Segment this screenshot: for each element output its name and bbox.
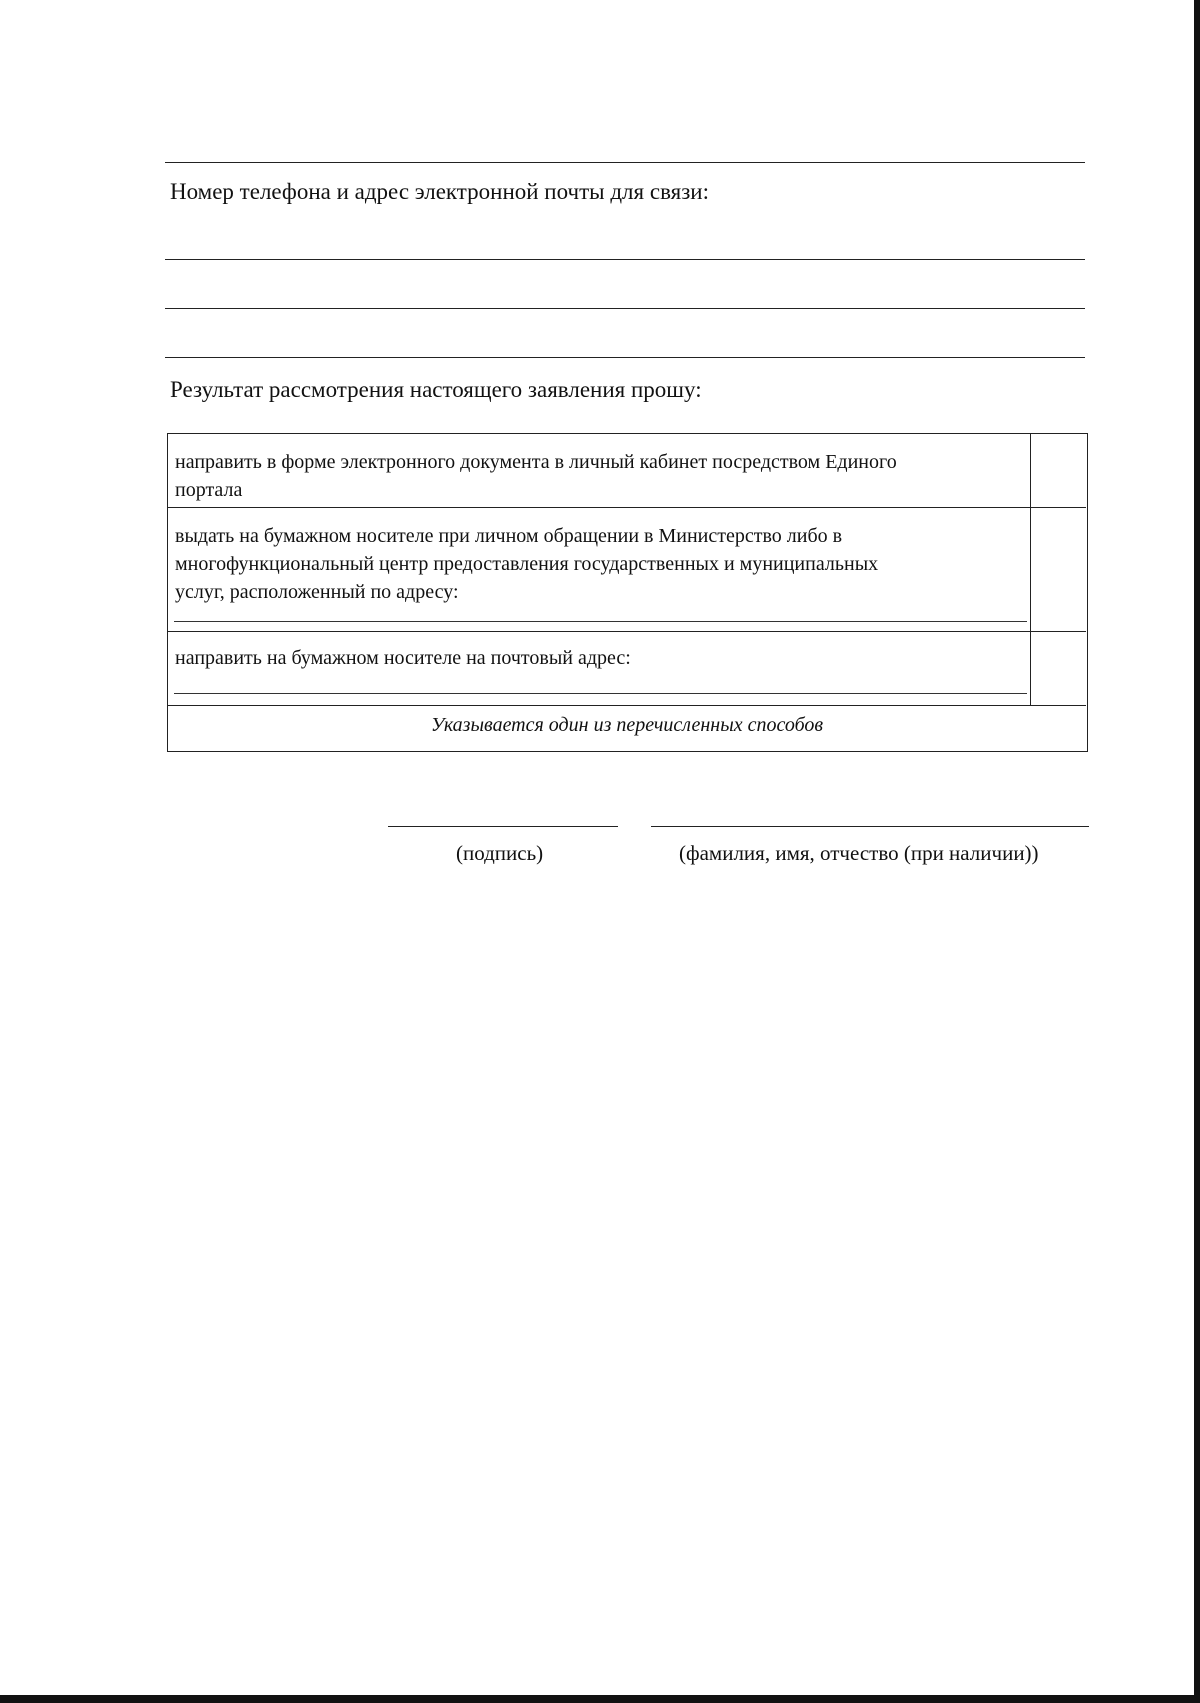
postal-address-field[interactable]	[174, 693, 1027, 694]
option-in-person-checkbox[interactable]	[1030, 508, 1087, 631]
contact-fill-line-2[interactable]	[165, 308, 1085, 309]
signature-line[interactable]	[388, 826, 618, 827]
full-name-caption: (фамилия, имя, отчество (при наличии))	[679, 841, 1039, 865]
scan-border-bottom	[0, 1695, 1200, 1703]
result-label: Результат рассмотрения настоящего заявления прошу:	[170, 377, 702, 402]
option-electronic-checkbox[interactable]	[1030, 434, 1087, 507]
row-divider-2	[168, 631, 1086, 632]
option-electronic-line-2: портала	[175, 479, 243, 501]
contact-label: Номер телефона и адрес электронной почты для связи:	[170, 179, 709, 204]
option-in-person-line-2: многофункциональный центр предоставления государственных и муниципальных	[175, 553, 879, 575]
option-postal-line-1: направить на бумажном носителе на почтовый адрес:	[175, 647, 631, 669]
option-in-person-line-3: услуг, расположенный по адресу:	[175, 581, 459, 603]
contact-fill-line-1[interactable]	[165, 259, 1085, 260]
in-person-address-field[interactable]	[174, 621, 1027, 622]
fill-line-top	[165, 162, 1085, 163]
option-electronic-line-1: направить в форме электронного документа в личный кабинет посредством Единого	[175, 451, 897, 473]
scan-border-right	[1194, 0, 1200, 1703]
row-divider-3	[168, 705, 1086, 706]
options-note: Указывается один из перечисленных способов	[430, 714, 824, 736]
option-in-person-line-1: выдать на бумажном носителе при личном обращении в Министерство либо в	[175, 525, 843, 547]
option-postal-checkbox[interactable]	[1030, 632, 1087, 705]
row-divider-1	[168, 507, 1086, 508]
signature-caption: (подпись)	[456, 841, 544, 865]
contact-fill-line-3[interactable]	[165, 357, 1085, 358]
delivery-options-table	[167, 433, 1088, 752]
full-name-line[interactable]	[651, 826, 1089, 827]
